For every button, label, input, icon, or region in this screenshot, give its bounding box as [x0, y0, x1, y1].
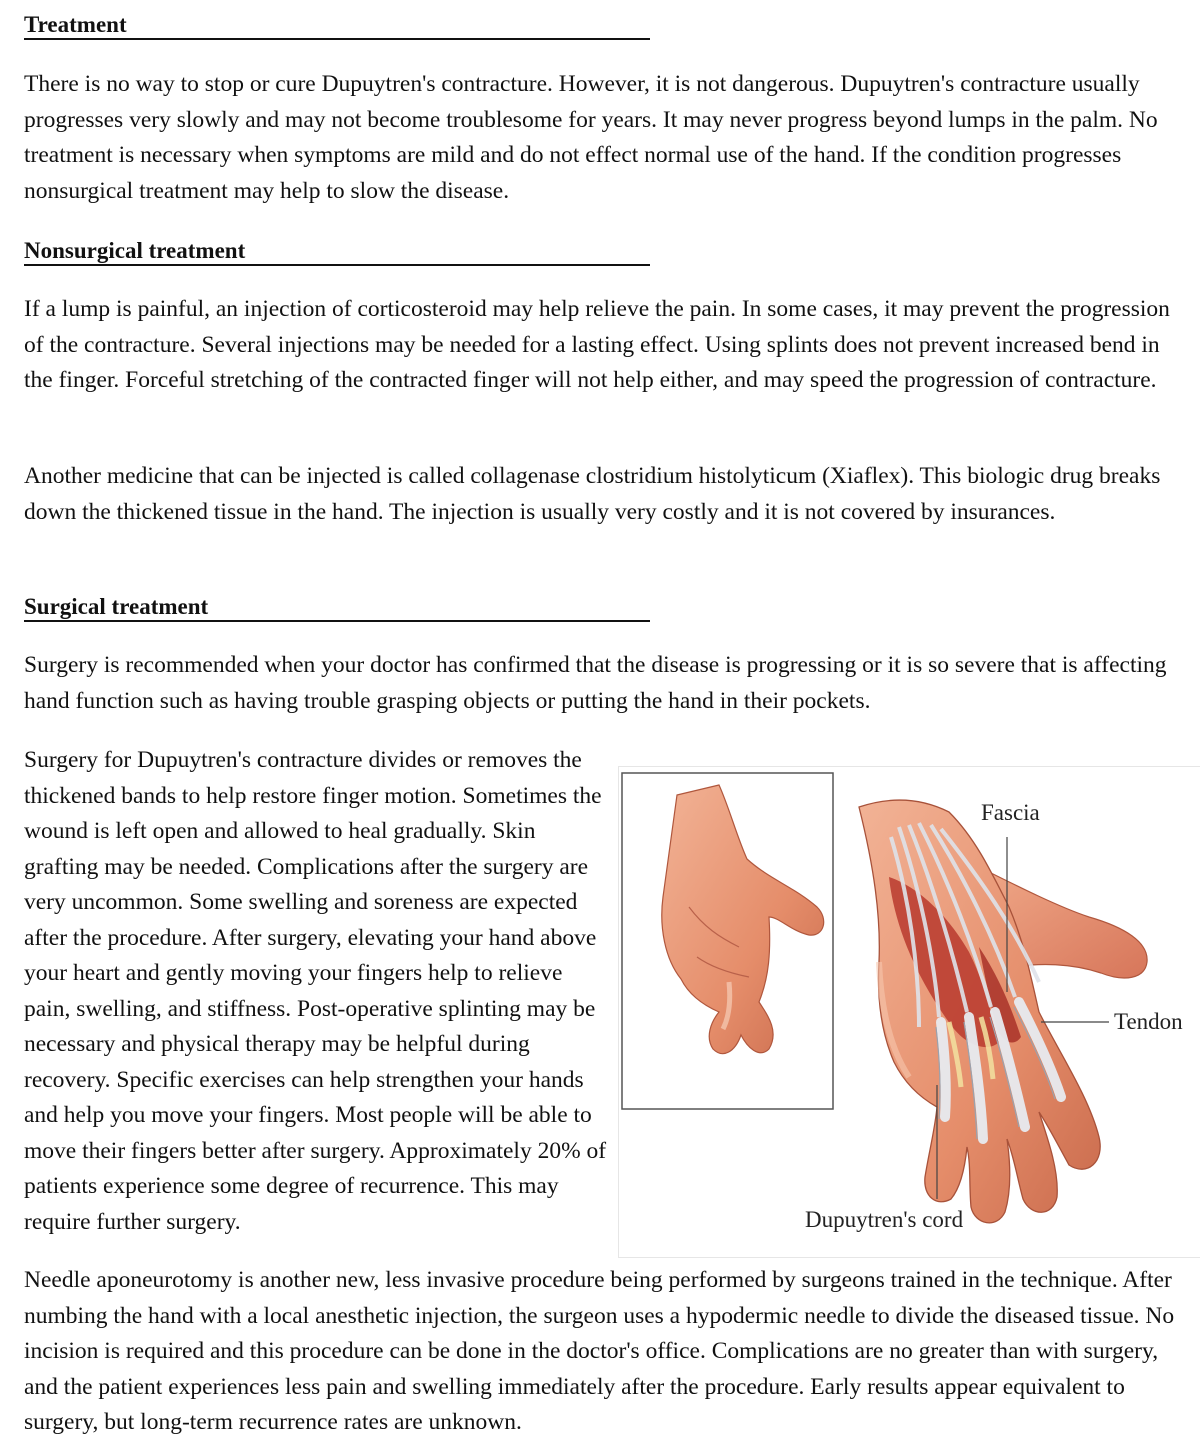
- hand-illustration: [619, 767, 1200, 1257]
- main-hand: [859, 800, 1147, 1223]
- needle-aponeurotomy-paragraph: Needle aponeurotomy is another new, less invasive procedure being performed by surgeons trained in the technique. After numbing the hand with a local anesthetic injection, the surgeon uses a hypodermic needle to divide the diseased tissue. No incision is required and this procedure can be done in the doctor's office. Complications are no greater than with surgery, and the patient experiences less pain and swelling immediately after the procedure. Early results appear equivalent to surgery, but long-term recurrence rates are unknown.: [24, 1267, 1175, 1435]
- hand-anatomy-figure: [618, 766, 1200, 1258]
- heading-nonsurgical-treatment: Nonsurgical treatment: [24, 238, 650, 266]
- surgical-paragraph-2: Surgery for Dupuytren's contracture divides or removes the thickened bands to help restore finger motion. Sometimes the wound is left open and allowed to heal gradually. Skin grafting may be needed. Complications after the surgery are very uncommon. Some swelling and soreness are expected after the procedure. After surgery, elevating your hand above your heart and gently moving your fingers help to relieve pain, swelling, and stiffness. Post-operative splinting may be necessary and physical therapy may be helpful during recovery. Specific exercises can help strengthen your hands and help you move your fingers. Most people will be able to move their fingers better after surgery. Approximately 20% of patients experience some degree of recurrence. This may require further surgery.: [24, 747, 607, 1235]
- surgical-paragraph-1: Surgery is recommended when your doctor has confirmed that the disease is progressing or it is so severe that is affecting hand function such as having trouble grasping objects or putting the hand in their pockets.: [24, 652, 1167, 714]
- heading-surgical-treatment: Surgical treatment: [24, 594, 650, 622]
- heading-treatment: Treatment: [24, 12, 650, 40]
- fascia-label: Fascia: [981, 800, 1040, 825]
- nonsurgical-paragraph-1: If a lump is painful, an injection of corticosteroid may help relieve the pain. In some cases, it may prevent the progression of the contracture. Several injections may be needed for a lasting effect. Using splints does not prevent increased bend in the finger. Forceful stretching of the contracted finger will not help either, and may speed the progression of contracture.: [24, 296, 1170, 393]
- dupuytrens-cord-label: Dupuytren's cord: [805, 1207, 964, 1232]
- tendon-label: Tendon: [1114, 1009, 1183, 1034]
- nonsurgical-paragraph-2: Another medicine that can be injected is called collagenase clostridium histolyticum (Xiaflex). This biologic drug breaks down the thickened tissue in the hand. The injection is usually very costly and it is not covered by insurances.: [24, 463, 1161, 525]
- treatment-paragraph: There is no way to stop or cure Dupuytren's contracture. However, it is not dangerous. Dupuytren's contracture usually progresses very slowly and may not become troublesome for years. It may never progress beyond lumps in the palm. No treatment is necessary when symptoms are mild and do not effect normal use of the hand. If the condition progresses nonsurgical treatment may help to slow the disease.: [24, 71, 1158, 204]
